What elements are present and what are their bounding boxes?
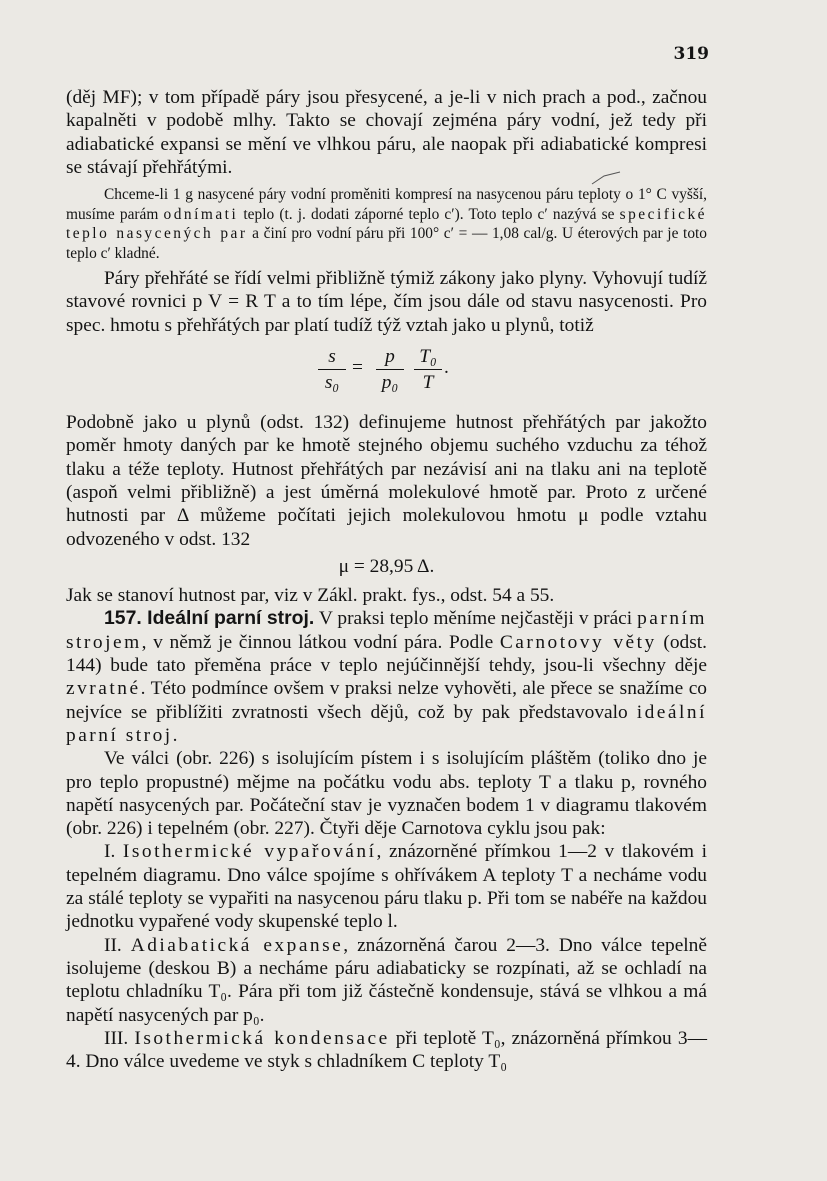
section-heading: 157. Ideální parní stroj. — [104, 607, 315, 630]
molecular-mass-formula: μ = 28,95 Δ. — [338, 555, 435, 577]
paragraph-vapor-supersaturation: (děj MF); v tom případě páry jsou přesycené, a je-li v nich prach a pod., začnou kapalněti v podobě mlhy. Takto se chovají zejména páry vodní, jež tedy při adiabatické expansi se mění ve vlhkou páru, ale naopak při adiabatické kompresi se stávají přehřátými. — [66, 87, 707, 178]
fraction-t: $\frac{\text{T₀}}{T}$ — [414, 345, 442, 395]
paragraph-density-definition: Podobně jako u plynů (odst. 132) definujeme hutnost přehřátých par jakožto poměr hmoty daných par ke hmotě stejného objemu suchého vzduchu za téhož tlaku a téže teploty. Hutnost přehřátých par nezávisí ani na tlaku ani na teplotě (aspoň velmi přibližně) a jest úměrná molekulové hmotě par. Proto z určené hutnosti par Δ můžeme počítati jejich molekulovou hmotu μ podle vztahu odvozeného v odst. 132 — [66, 412, 707, 550]
paragraph-step-1: I. Isothermické vypařování, znázorněné přímkou 1—2 v tlakovém i tepelném diagramu. Dno válce spojíme s ohřívákem A teploty T a necháme vodu za stálé teploty se vypařiti na nasycenou páru tlaku p. Při tom se nabéře na každou jednotku vypařené vody skupenské teplo l. — [66, 841, 707, 933]
paragraph-cylinder: Ve válci (obr. 226) s isolujícím pístem i s isolujícím pláštěm (toliko dno je pro teplo propustné) mějme na počátku vodu abs. teploty T a tlaku p, rovného napětí nasycených par. Počáteční stav je vyznačen bodem 1 v diagramu tlakovém (obr. 226) i tepelném (obr. 227). Čtyři děje Carnotova cyklu jsou pak: — [66, 748, 707, 840]
section-157: 157. Ideální parní stroj. V praksi teplo měníme nejčastěji v práci parním strojem, v němž je činnou látkou vodní pára. Podle Carnotovy věty (odst. 144) bude tato přeměna práce v teplo nejúčinnější tehdy, jsou-li všechny děje zvratné. Této podmínce ovšem v praksi nelze vyhověti, ale přece se snažíme co nejvíce se přiblížiti zvratnosti všech dějů, což by pak představovalo ideální parní stroj. — [66, 607, 708, 746]
fraction-s: $\frac{s}{\text{s₀}}$ — [318, 345, 346, 395]
main-text — [66, 86, 707, 1073]
paragraph-step-2: II. Adiabatická expanse, znázorněná čarou 2—3. Dno válce tepelně isolujeme (deskou B) a necháme páru adiabaticky se rozpínati, až se ochladí na teplotu chladníku T₀. Pára při tom již částečně kondensuje, stává se vlhkou a má napětí nasycených par p₀. — [66, 934, 707, 1026]
density-formula: $\frac{s}{\text{s₀}}$ = $\frac{p}{\text{p₀}}$ $\frac{\text{T₀}}{T}$ . — [66, 341, 707, 411]
paragraph-superheated-vapors: Páry přehřáté se řídí velmi přibližně týmiž zákony jako plyny. Vyhovují tudíž stavové rovnici p V = R T a to tím lépe, čím jsou dále od stavu nasycenosti. Pro spec. hmotu s přehřátých par platí tudíž týž vztah jako u plynů, totiž — [66, 268, 707, 336]
paragraph-reference: Jak se stanoví hutnost par, viz v Zákl. prakt. fys., odst. 54 a 55. — [66, 585, 555, 607]
paragraph-step-3: III. Isothermická kondensace při teplotě T₀, znázorněná přímkou 3—4. Dno válce uvedeme ve styk s chladníkem C teploty T₀ — [66, 1027, 707, 1073]
fraction-p: $\frac{p}{\text{p₀}}$ — [376, 345, 404, 395]
small-print-note: Chceme-li 1 g nasycené páry vodní proměniti kompresí na nasycenou páru teploty o 1° C vyšší, musíme parám odnímati teplo (t. j. dodati záporné teplo c′). Toto teplo c′ nazývá se specifické teplo nasycených par a činí pro vodní páru při 100° c′ = — 1,08 cal/g. U éterových par je toto teplo c′ kladné. — [66, 186, 708, 262]
page-number: 319 — [673, 44, 709, 64]
